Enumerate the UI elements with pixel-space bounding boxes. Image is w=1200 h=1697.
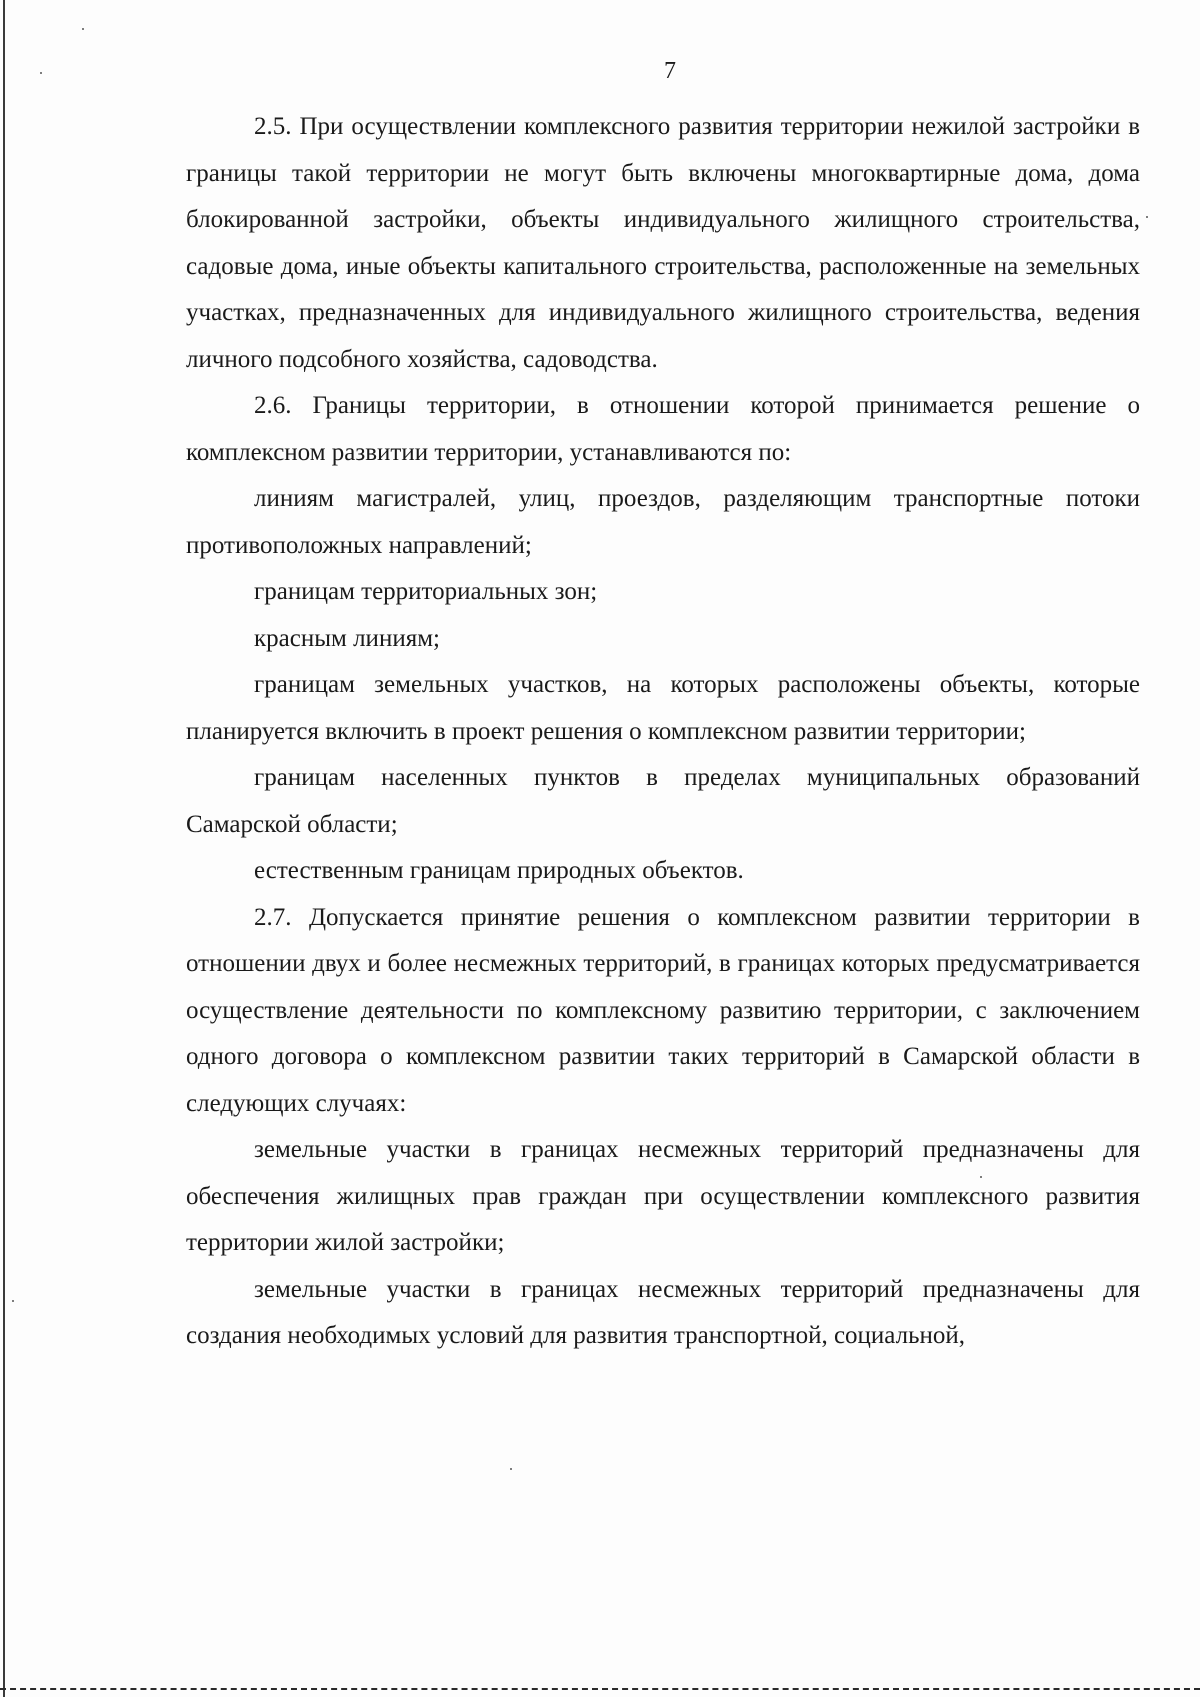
document-body [186, 104, 1140, 1360]
scan-speck [82, 28, 84, 30]
scan-speck [40, 72, 42, 74]
paragraph-2-7: 2.7. Допускается принятие решения о комплексном развитии территории в отношении двух и более несмежных территорий, в границах которых предусматривается осуществление деятельности по комплексному развитию территории, с заключением одного договора о комплексном развитии таких территорий в Самарской области в следующих случаях: [186, 903, 1140, 1117]
list-item-housing-rights: земельные участки в границах несмежных территорий предназначены для обеспечения жилищных прав граждан при осуществлении комплексного развития территории жилой застройки; [186, 1136, 1140, 1256]
scan-speck [1146, 216, 1148, 218]
list-item-infrastructure: земельные участки в границах несмежных территорий предназначены для создания необходимых условий для развития транспортной, социальной, [186, 1275, 1140, 1349]
scan-speck [12, 1300, 14, 1302]
paragraph-2-5: 2.5. При осуществлении комплексного развития территории нежилой застройки в границы такой территории не могут быть включены многоквартирные дома, дома блокированной застройки, объекты индивидуального жилищного строительства, садовые дома, иные объекты капитального строительства, расположенные на земельных участках, предназначенных для индивидуального жилищного строительства, ведения личного подсобного хозяйства, садоводства. [186, 113, 1140, 373]
scan-left-edge [3, 0, 5, 1697]
list-item-territorial-zones: границам территориальных зон; [254, 578, 598, 605]
footer-rule [0, 1688, 1200, 1690]
list-item-settlements: границам населенных пунктов в пределах муниципальных образований Самарской области; [186, 764, 1140, 838]
scan-speck [980, 1176, 982, 1178]
paragraph-2-6: 2.6. Границы территории, в отношении которой принимается решение о комплексном развитии территории, устанавливаются по: [186, 392, 1140, 466]
list-item-natural-objects: естественным границам природных объектов. [254, 857, 744, 884]
page-number: 7 [664, 58, 676, 84]
list-item-red-lines: красным линиям; [254, 624, 440, 652]
list-item-main-roads: линиям магистралей, улиц, проездов, разделяющим транспортные потоки противоположных направлений; [186, 485, 1140, 559]
list-item-land-plots: границам земельных участков, на которых расположены объекты, которые планируется включить в проект решения о комплексном развитии территории; [186, 671, 1140, 745]
scan-speck [510, 1468, 512, 1470]
